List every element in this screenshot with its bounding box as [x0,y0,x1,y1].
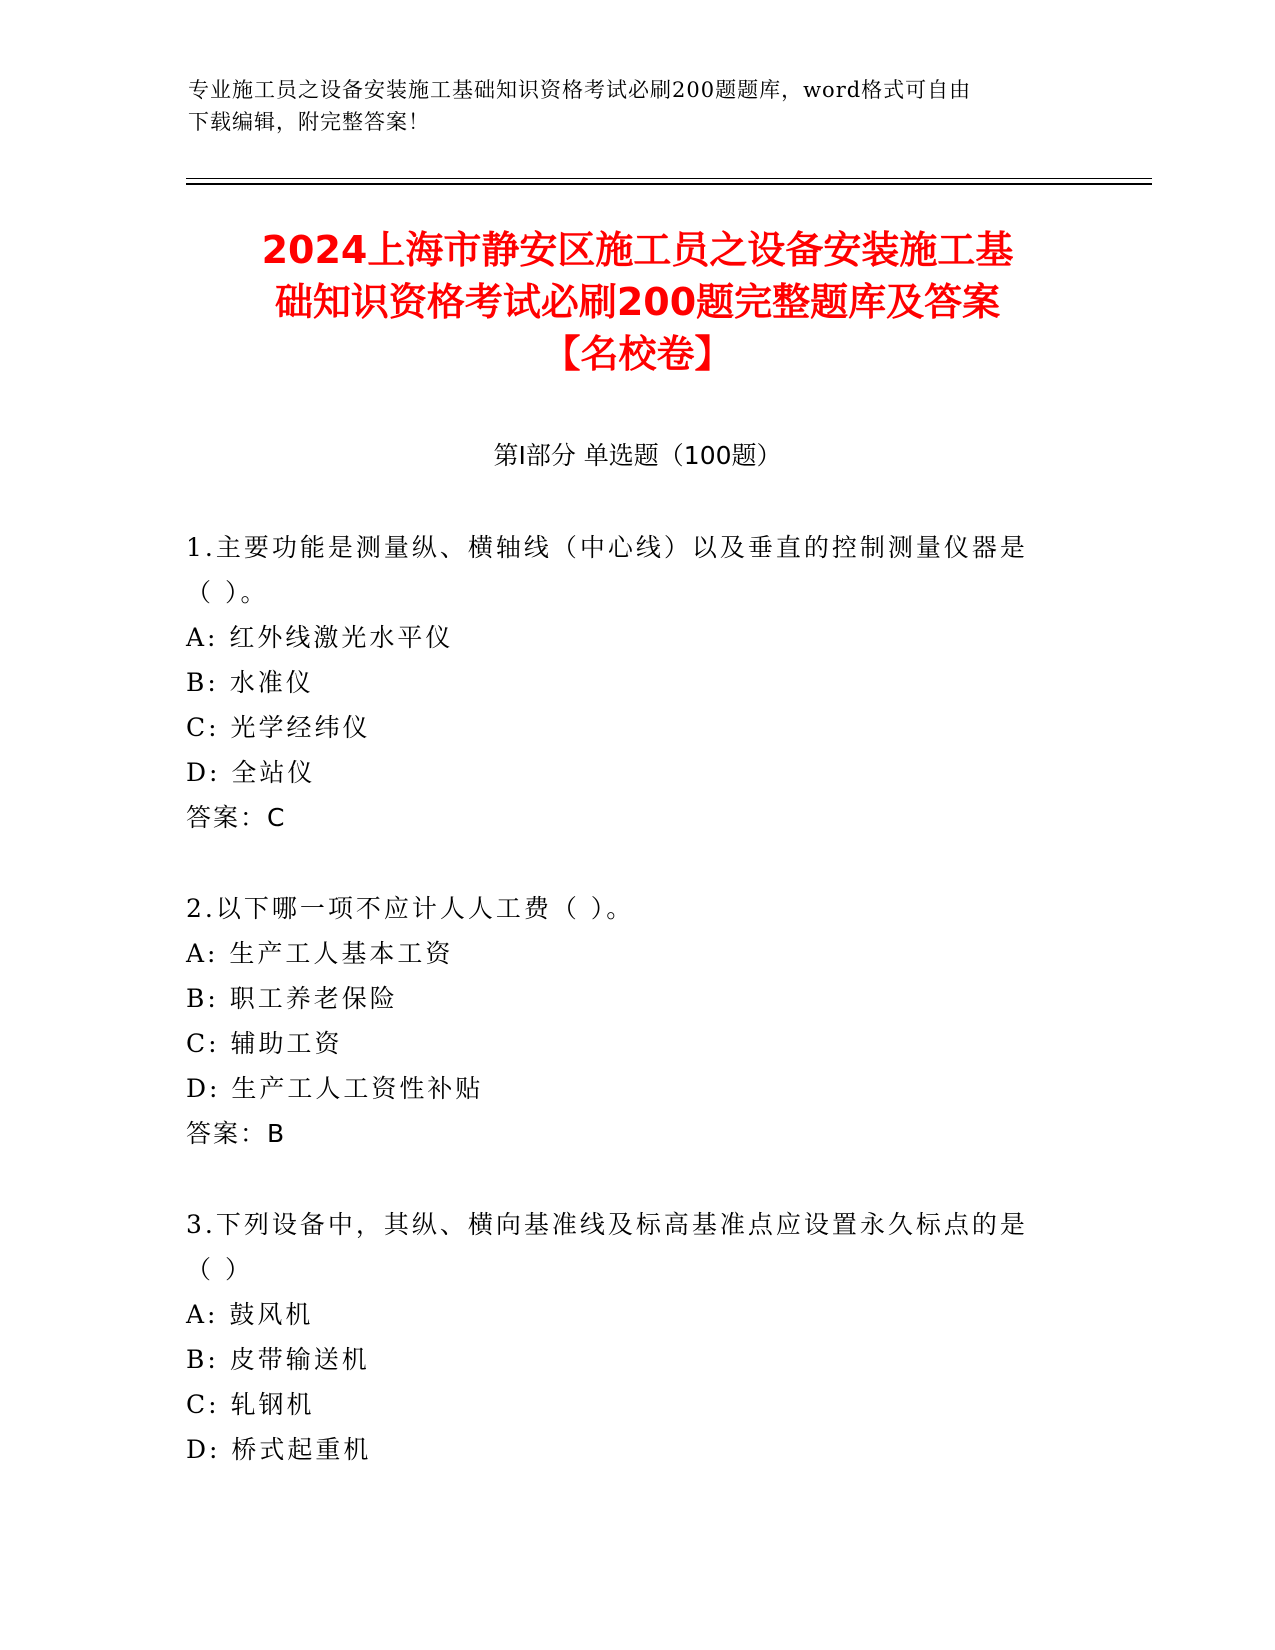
answer-label: 答案： [186,1119,268,1148]
option-d: D: 全站仪 [186,758,316,787]
answer-value: B [267,1119,287,1148]
header-divider-thick [186,183,1152,185]
question-2 [186,886,1066,1156]
option-a: A: 鼓风机 [186,1300,314,1329]
title-line: 础知识资格考试必刷200题完整题库及答案 [274,280,1001,324]
answer-value: C [267,803,287,832]
option-b: B: 职工养老保险 [186,984,398,1013]
option-a: A: 生产工人基本工资 [186,939,454,968]
header-divider-thin [186,178,1152,179]
answer-line [186,1111,1066,1156]
answer-label: 答案： [186,803,268,832]
option-d: D: 生产工人工资性补贴 [186,1074,484,1103]
option-c: C: 辅助工资 [186,1029,343,1058]
option-c: C: 轧钢机 [186,1390,315,1419]
option-b: B: 皮带输送机 [186,1345,370,1374]
option-a: A: 红外线激光水平仪 [186,623,454,652]
option-d: D: 桥式起重机 [186,1435,372,1464]
question-list [186,525,1066,1518]
title-line: 【名校卷】 [542,332,733,376]
question-stem: 2.以下哪一项不应计人人工费（ ）。 [186,894,635,923]
section-heading: 第I部分 单选题（100题） [493,441,782,470]
title-line: 2024上海市静安区施工员之设备安装施工基 [261,228,1014,272]
document-title [150,224,1125,380]
option-b: B: 水准仪 [186,668,314,697]
question-stem-cont: （ ） [186,1255,253,1284]
header-note-line: 专业施工员之设备安装施工基础知识资格考试必刷200题题库，word格式可自由 [188,78,972,102]
question-stem: 1.主要功能是测量纵、横轴线（中心线）以及垂直的控制测量仪器是 [186,533,1028,562]
answer-line [186,795,1066,840]
option-c: C: 光学经纬仪 [186,713,371,742]
question-stem-cont: （ ）。 [186,578,269,607]
question-stem: 3.下列设备中，其纵、横向基准线及标高基准点应设置永久标点的是 [186,1210,1028,1239]
question-1 [186,525,1066,840]
question-3 [186,1202,1066,1472]
header-note [188,74,1088,138]
header-note-line: 下载编辑，附完整答案！ [188,110,430,134]
